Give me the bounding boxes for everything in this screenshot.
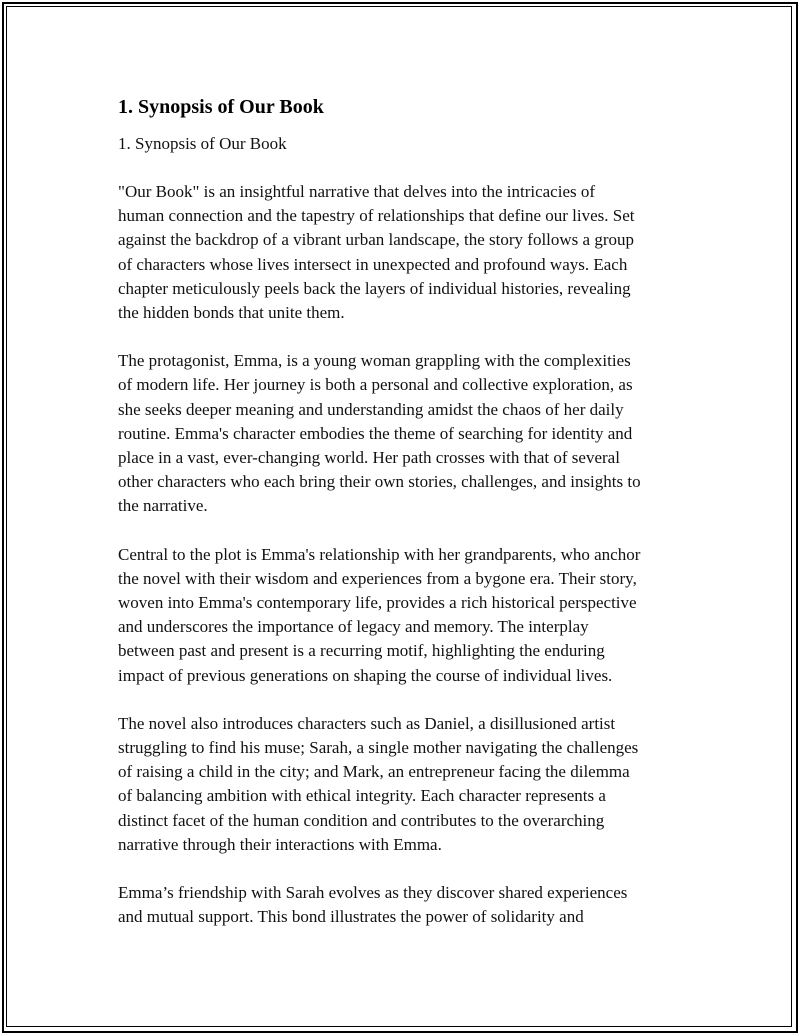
section-subheading: 1. Synopsis of Our Book xyxy=(118,134,287,153)
paragraph-line: of characters whose lives intersect in unexpected and profound ways. Each xyxy=(118,254,628,274)
paragraph-4 xyxy=(118,712,693,857)
paragraph-line: chapter meticulously peels back the layers of individual histories, revealing xyxy=(118,278,631,298)
paragraph-line: of modern life. Her journey is both a personal and collective exploration, as xyxy=(118,375,633,395)
paragraph-line: Emma’s friendship with Sarah evolves as they discover shared experiences xyxy=(118,883,628,903)
paragraph-line: The novel also introduces characters such as Daniel, a disillusioned artist xyxy=(118,713,616,733)
paragraph-line: distinct facet of the human condition and contributes to the overarching xyxy=(118,810,605,830)
paragraph-line: human connection and the tapestry of relationships that define our lives. Set xyxy=(118,206,635,226)
paragraph-line: against the backdrop of a vibrant urban landscape, the story follows a group xyxy=(118,230,634,250)
paragraph-3 xyxy=(118,543,693,688)
paragraph-line: the narrative. xyxy=(118,496,208,516)
paragraph-line: the novel with their wisdom and experiences from a bygone era. Their story, xyxy=(118,568,637,588)
paragraph-line: between past and present is a recurring motif, highlighting the enduring xyxy=(118,641,605,661)
paragraph-line: Central to the plot is Emma's relationship with her grandparents, who anchor xyxy=(118,544,641,564)
paragraph-line: the hidden bonds that unite them. xyxy=(118,303,345,323)
document-body xyxy=(118,94,693,953)
paragraph-line: and underscores the importance of legacy and memory. The interplay xyxy=(118,617,589,637)
paragraph-line: struggling to find his muse; Sarah, a single mother navigating the challenges xyxy=(118,738,639,758)
paragraph-line: of raising a child in the city; and Mark, an entrepreneur facing the dilemma xyxy=(118,762,630,782)
paragraph-line: impact of previous generations on shaping the course of individual lives. xyxy=(118,665,613,685)
paragraph-line: of balancing ambition with ethical integrity. Each character represents a xyxy=(118,786,606,806)
paragraph-line: narrative through their interactions with Emma. xyxy=(118,834,442,854)
paragraph-line: and mutual support. This bond illustrates the power of solidarity and xyxy=(118,907,584,927)
paragraph-line: she seeks deeper meaning and understanding amidst the chaos of her daily xyxy=(118,399,624,419)
paragraph-line: woven into Emma's contemporary life, provides a rich historical perspective xyxy=(118,593,637,613)
paragraph-2 xyxy=(118,349,693,518)
paragraph-line: routine. Emma's character embodies the theme of searching for identity and xyxy=(118,423,633,443)
paragraph-line: other characters who each bring their own stories, challenges, and insights to xyxy=(118,472,641,492)
paragraph-line: "Our Book" is an insightful narrative that delves into the intricacies of xyxy=(118,182,596,201)
section-heading: 1. Synopsis of Our Book xyxy=(118,96,324,118)
paragraph-line: The protagonist, Emma, is a young woman grappling with the complexities xyxy=(118,351,631,371)
paragraph-line: place in a vast, ever-changing world. Her path crosses with that of several xyxy=(118,448,620,468)
paragraph-5 xyxy=(118,881,693,929)
paragraph-1 xyxy=(118,180,693,325)
